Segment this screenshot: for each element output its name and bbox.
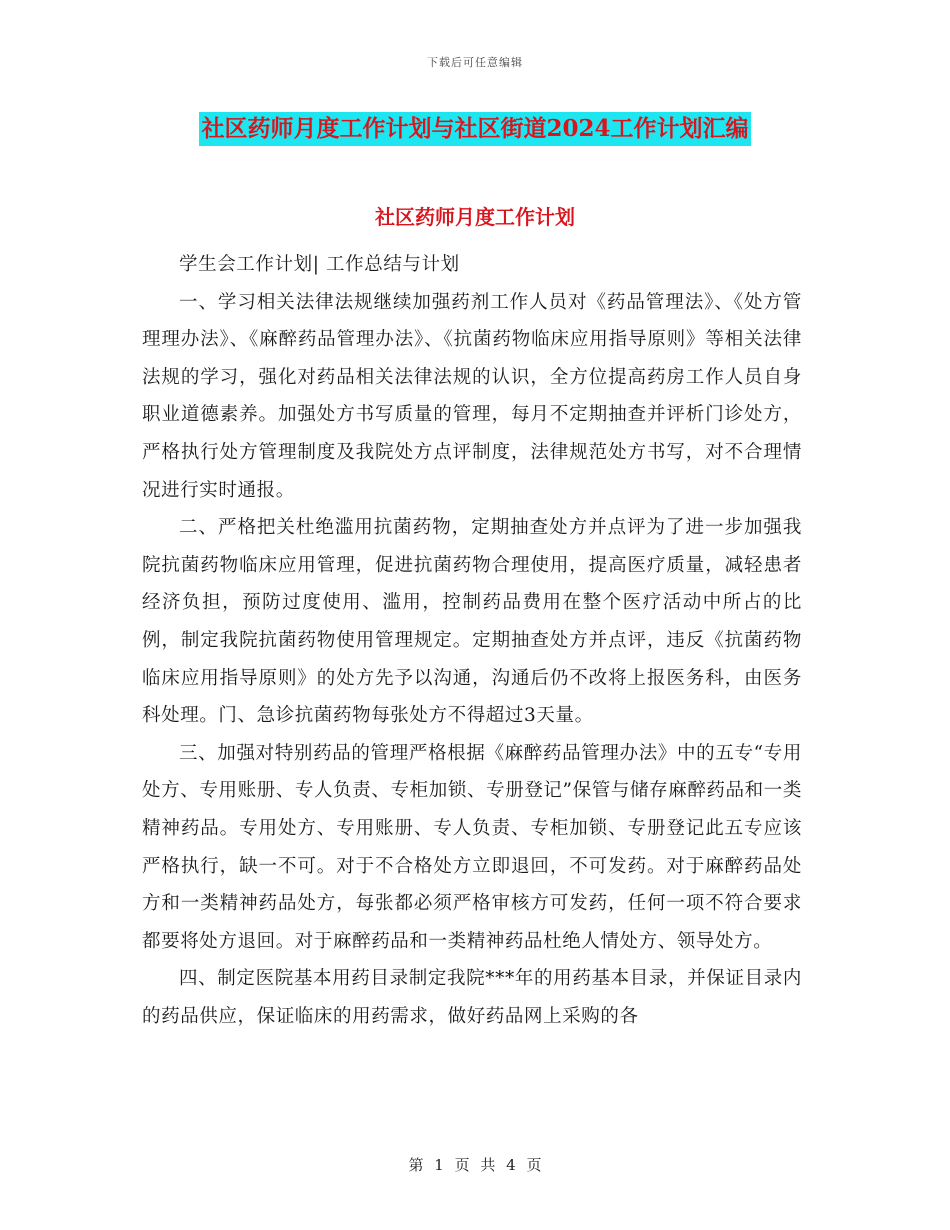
body-paragraph: 四、制定医院基本用药目录制定我院***年的用药基本目录，并保证目录内的药品供应，保证临床的用药需求，做好药品网上采购的各 xyxy=(142,968,802,1027)
document-body xyxy=(142,246,802,1035)
document-title: 社区药师月度工作计划与社区街道2024工作计划汇编 xyxy=(199,112,750,146)
section-title: 社区药师月度工作计划 xyxy=(375,205,575,229)
body-paragraph: 一、学习相关法律法规继续加强药剂工作人员对《药品管理法》、《处方管理理办法》、《麻醉药品管理办法》、《抗菌药物临床应用指导原则》等相关法律法规的学习，强化对药品相关法律法规的认识，全方位提高药房工作人员自身职业道德素养。加强处方书写质量的管理，每月不定期抽查并评析门诊处方，严格执行处方管理制度及我院处方点评制度，法律规范处方书写，对不合理情况进行实时通报。 xyxy=(142,291,802,501)
document-title-container xyxy=(0,112,950,146)
body-paragraph: 二、严格把关杜绝滥用抗菌药物，定期抽查处方并点评为了进一步加强我院抗菌药物临床应用管理，促进抗菌药物合理使用，提高医疗质量，减轻患者经济负担，预防过度使用、滥用，控制药品费用在整个医疗活动中所占的比例，制定我院抗菌药物使用管理规定。定期抽查处方并点评，违反《抗菌药物临床应用指导原则》的处方先予以沟通，沟通后仍不改将上报医务科，由医务科处理。门、急诊抗菌药物每张处方不得超过3天量。 xyxy=(142,517,802,727)
body-paragraph: 学生会工作计划| 工作总结与计划 xyxy=(179,254,460,275)
page-number-footer: 第 1 页 共 4 页 xyxy=(408,1156,542,1174)
page-header-note: 下载后可任意编辑 xyxy=(427,56,523,69)
body-paragraph: 三、加强对特别药品的管理严格根据《麻醉药品管理办法》中的五专“专用处方、专用账册、专人负责、专柜加锁、专册登记”保管与储存麻醉药品和一类精神药品。专用处方、专用账册、专人负责、专柜加锁、专册登记此五专应该严格执行，缺一不可。对于不合格处方立即退回，不可发药。对于麻醉药品处方和一类精神药品处方，每张都必须严格审核方可发药，任何一项不符合要求都要将处方退回。对于麻醉药品和一类精神药品杜绝人情处方、领导处方。 xyxy=(142,742,802,952)
